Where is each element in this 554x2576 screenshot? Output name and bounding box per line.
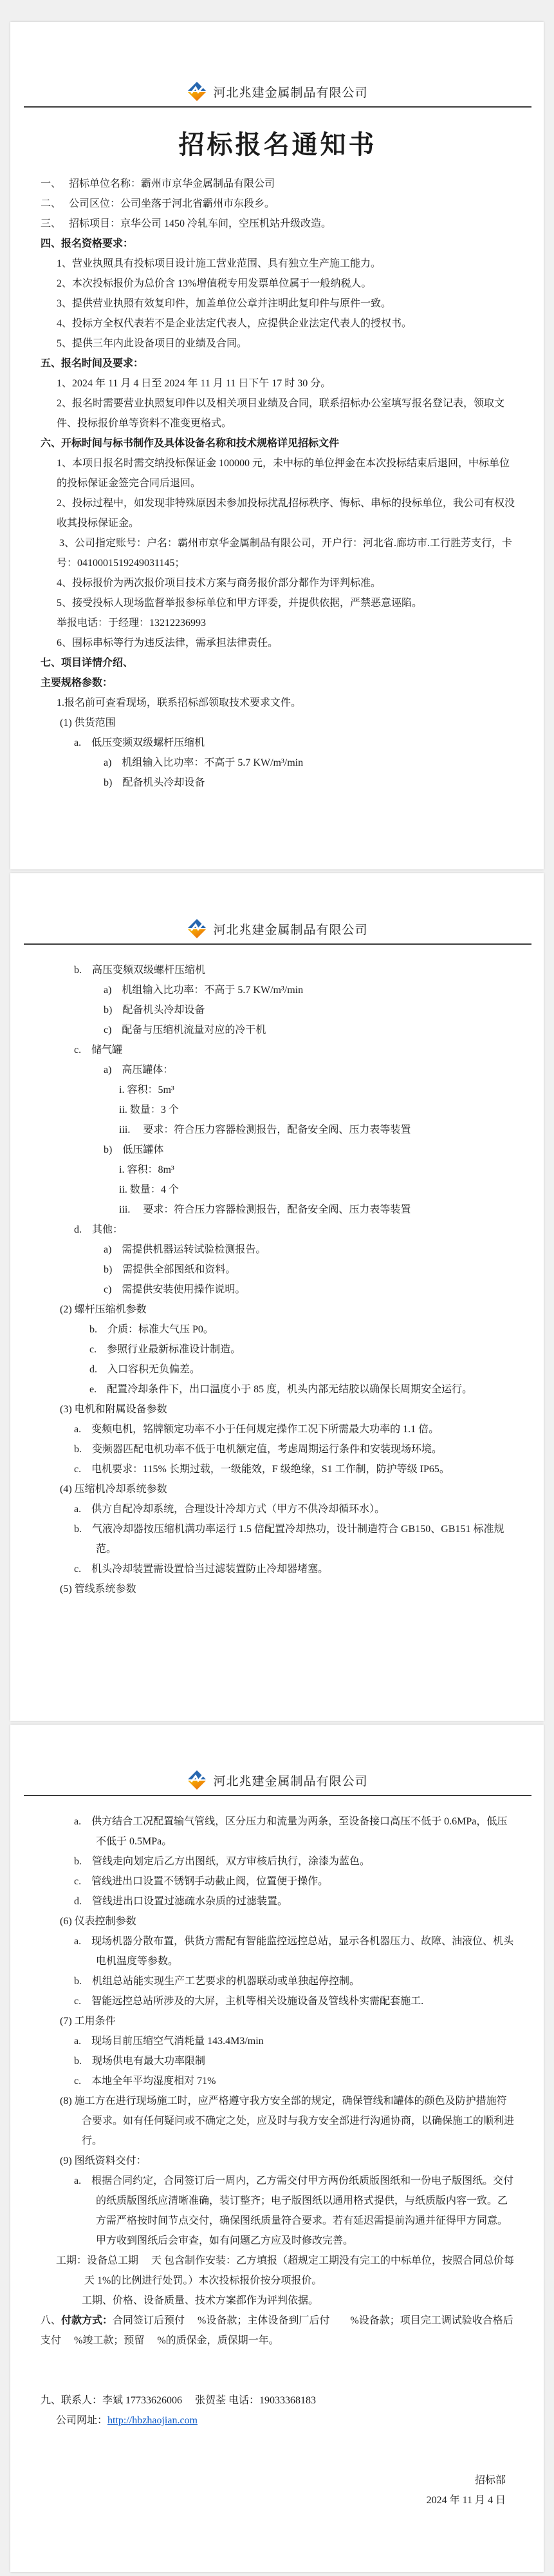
doc-line: d. 其他：: [74, 1224, 124, 1235]
doc-line: 一、 招标单位名称：霸州市京华金属制品有限公司: [41, 178, 275, 189]
doc-line: (1) 供货范围: [60, 717, 116, 728]
doc-line: a. 供方自配冷却系统，合理设计冷却方式（甲方不供冷却循环水）。: [74, 1504, 385, 1515]
doc-line: 2、本次投标报价为总价含 13%增值税专用发票单位属于一般纳税人。: [57, 278, 372, 289]
doc-line: b) 低压罐体: [104, 1144, 164, 1155]
doc-line: 5、接受投标人现场监督举报参标单位和甲方评委，并提供依据，严禁恶意诬陷。: [57, 598, 423, 609]
doc-line: c. 智能远控总站所涉及的大屏，主机等相关设施设备及管线朴实需配套施工.: [74, 1996, 424, 2007]
company-name: 河北兆建金属制品有限公司: [213, 86, 368, 100]
doc-line: a) 需提供机器运转试验检测报告。: [104, 1244, 266, 1255]
doc-line: 七、项目详情介绍、: [41, 658, 134, 668]
company-name: 河北兆建金属制品有限公司: [213, 1774, 368, 1788]
doc-line: (8) 施工方在进行现场施工时，应严格遵守我方安全部的规定，确保管线和罐体的颜色及防护措施符合要求。如有任何疑问或不确定之处，应及时与我方安全部进行沟通协商，以确保施工的顺利进行。: [60, 2096, 515, 2146]
doc-line: iii. 要求：符合压力容器检测报告，配备安全阀、压力表等装置: [119, 1204, 411, 1215]
doc-line: e. 配置冷却条件下，出口温度小于 85 度，机头内部无结胶以确保长周期安全运行。: [89, 1384, 473, 1395]
doc-line: [41, 2371, 515, 2391]
doc-line: 主要规格参数：: [41, 677, 113, 688]
doc-line: 3、公司指定账号：户名：霸州市京华金属制品有限公司，开户行：河北省.廊坊市.工行胜芳支行，卡号：0410001519249031145；: [57, 538, 513, 569]
doc-line: c) 配备与压缩机流量对应的冷干机: [104, 1025, 266, 1036]
doc-line: 1.报名前可查看现场，联系招标部领取技术要求文件。: [57, 697, 302, 708]
doc-line: b) 配备机头冷却设备: [104, 1005, 205, 1016]
doc-line: b) 需提供全部图纸和资料。: [104, 1264, 236, 1275]
page-margin-top: [0, 0, 554, 22]
company-name: 河北兆建金属制品有限公司: [213, 923, 368, 937]
doc-line: 1、营业执照具有投标项目设计施工营业范围、具有独立生产施工能力。: [57, 258, 382, 269]
doc-line: 6、围标串标等行为违反法律，需承担法律责任。: [57, 638, 279, 649]
doc-line: a) 机组输入比功率：不高于 5.7 KW/m³/min: [104, 985, 304, 996]
doc-line: 4、投标方全权代表若不是企业法定代表人，应提供企业法定代表人的授权书。: [57, 318, 412, 329]
doc-line: a. 现场机器分散布置，供货方需配有智能监控远控总站，显示各机器压力、故障、油液位、机头电机温度等参数。: [74, 1936, 514, 1967]
doc-line: c. 参照行业最新标准设计制造。: [89, 1344, 241, 1355]
doc-line: b. 现场供电有最大功率限制: [74, 2056, 206, 2067]
page-1-body: [41, 174, 515, 793]
doc-line: ii. 数量：4 个: [119, 1184, 179, 1195]
doc-line: b. 管线走向划定后乙方出图纸，双方审核后执行，涂漆为蓝色。: [74, 1856, 371, 1867]
doc-line: 三、 招标项目：京华公司 1450 冷轧车间，空压机站升级改造。: [41, 218, 332, 229]
doc-line: d. 入口容积无负偏差。: [89, 1364, 201, 1375]
page-header: [41, 1770, 515, 1790]
doc-line: b. 介质：标准大气压 P0。: [89, 1324, 214, 1335]
doc-line: 工期：设备总工期 天 包含制作安装：乙方填报（超规定工期没有完工的中标单位，按照合同总价每天 1%的比例进行处罚。）本次投标报价按分项报价。: [56, 2255, 515, 2286]
doc-line: 公司网址：http://hbzhaojian.com: [56, 2415, 198, 2426]
page-3: [10, 1725, 544, 2572]
doc-line: 4、投标报价为两次报价项目技术方案与商务报价部分都作为评判标准。: [57, 578, 382, 589]
doc-line: (6) 仪表控制参数: [60, 1916, 136, 1927]
doc-line: [41, 2430, 515, 2450]
page-1: [10, 22, 544, 869]
doc-line: b) 配备机头冷却设备: [104, 777, 205, 788]
doc-line: b. 机组总站能实现生产工艺要求的机器联动或单独起停控制。: [74, 1976, 360, 1987]
doc-line: a) 高压罐体：: [104, 1065, 174, 1075]
page-header: [41, 81, 515, 102]
doc-line: b. 高压变频双级螺杆压缩机: [74, 965, 206, 976]
doc-line: c. 管线进出口设置不锈钢手动截止阀，位置便于操作。: [74, 1876, 329, 1887]
doc-line: 八、付款方式：合同签订后预付 %设备款；主体设备到厂后付 %设备款；项目完工调试验收合格后支付 %竣工款；预留 %的质保金，质保期一年。: [41, 2315, 513, 2346]
doc-line: a. 低压变频双级螺杆压缩机: [74, 737, 205, 748]
doc-line: (7) 工用条件: [60, 2016, 116, 2027]
doc-line: 五、报名时间及要求：: [41, 358, 144, 369]
doc-line: (5) 管线系统参数: [60, 1584, 136, 1595]
doc-line: a. 变频电机，铭牌额定功率不小于任何规定操作工况下所需最大功率的 1.1 倍。: [74, 1424, 439, 1435]
doc-line: [41, 2450, 515, 2470]
doc-line: (4) 压缩机冷却系统参数: [60, 1484, 167, 1495]
page-2-body: [41, 960, 515, 1599]
company-logo-icon: [187, 81, 207, 102]
doc-line: 1、本项日报名时需交纳投标保证金 100000 元，未中标的单位押金在本次投标结束后退回，中标单位的投标保证金签完合同后退回。: [57, 458, 510, 489]
issue-date: 2024 年 11 月 4 日: [426, 2495, 506, 2506]
doc-line: c. 本地全年平均湿度相对 71%: [74, 2076, 216, 2087]
doc-line: c. 电机要求：115% 长期过载，一级能效，F 级绝缘，S1 工作制，防护等级 IP65。: [74, 1464, 450, 1475]
doc-line: a) 机组输入比功率：不高于 5.7 KW/m³/min: [104, 757, 304, 768]
doc-line: 举报电话：于经理：13212236993: [57, 618, 207, 629]
header-rule: [24, 106, 531, 108]
doc-line: a. 根据合同约定，合同签订后一周内，乙方需交付甲方两份纸质版图纸和一份电子版图纸。交付的纸质版图纸应清晰准确，装订整齐；电子版图纸以通用格式提供，与纸质版内容一致。乙方需严格按时间节点交付，确保图纸质量符合要求。若有延迟需提前沟通并征得甲方同意。甲方收到图纸后会审查，如有问题乙方应及时修改完善。: [74, 2175, 514, 2246]
doc-line: a. 现场目前压缩空气消耗量 143.4M3/min: [74, 2036, 264, 2047]
page-3-body: [41, 1812, 515, 2510]
doc-line: 工期、价格、设备质量、技术方案都作为评判依据。: [82, 2295, 319, 2306]
page-header: [41, 918, 515, 939]
doc-line: 六、开标时间与标书制作及具体设备名称和技术规格详见招标文件: [41, 438, 340, 449]
company-logo-icon: [187, 918, 207, 939]
doc-line: a. 供方结合工况配置输气管线，区分压力和流量为两条，至设备接口高压不低于 0.6MPa，低压不低于 0.5MPa。: [74, 1816, 508, 1847]
doc-line: iii. 要求：符合压力容器检测报告，配备安全阀、压力表等装置: [119, 1124, 411, 1135]
doc-line: (3) 电机和附属设备参数: [60, 1404, 167, 1415]
doc-line: c. 机头冷却装置需设置恰当过滤装置防止冷却器堵塞。: [74, 1564, 329, 1575]
doc-line: 九、联系人：李斌 17733626006 张贺荃 电话：19033368183: [41, 2395, 317, 2406]
doc-line: 1、2024 年 11 月 4 日至 2024 年 11 月 11 日下午 17 时 30 分。: [57, 378, 331, 389]
doc-line: (2) 螺杆压缩机参数: [60, 1304, 147, 1315]
document-title: 招标报名通知书: [178, 130, 377, 159]
doc-line: 5、提供三年内此设备项目的业绩及合同。: [57, 338, 248, 349]
doc-line: ii. 数量：3 个: [119, 1104, 179, 1115]
dept-signature: 招标部: [474, 2475, 506, 2486]
doc-line: 二、 公司区位：公司坐落于河北省霸州市东段乡。: [41, 198, 275, 209]
doc-line: (9) 图纸资料交付：: [60, 2155, 147, 2166]
doc-line: 2、报名时需要营业执照复印件以及相关项目业绩及合同，联系招标办公室填写报名登记表，领取文件、投标报价单等资料不准变更格式。: [57, 398, 505, 429]
doc-line: [41, 2351, 515, 2371]
doc-line: d. 管线进出口设置过滤疏水杂质的过滤装置。: [74, 1896, 288, 1907]
doc-line: i. 容积：5m³: [119, 1084, 174, 1095]
doc-line: 3、提供营业执照有效复印件，加盖单位公章并注明此复印件与原件一致。: [57, 298, 392, 309]
company-website-link[interactable]: http://hbzhaojian.com: [107, 2415, 198, 2426]
doc-line: 四、报名资格要求：: [41, 238, 134, 249]
doc-line: c. 储气罐: [74, 1045, 123, 1056]
doc-line: b. 变频器匹配电机功率不低于电机额定值，考虑周期运行条件和安装现场环境。: [74, 1444, 443, 1455]
page-2: [10, 873, 544, 1721]
doc-line: c) 需提供安装使用操作说明。: [104, 1284, 246, 1295]
doc-line: i. 容积：8m³: [119, 1164, 174, 1175]
doc-line: 2、投标过程中，如发现非特殊原因未参加投标扰乱招标秩序、悔标、串标的投标单位，我公司有权没收其投标保证金。: [57, 498, 515, 529]
company-logo-icon: [187, 1770, 207, 1790]
doc-line: b. 气液冷却器按压缩机满功率运行 1.5 倍配置冷却热功，设计制造符合 GB150、GB151 标准规范。: [74, 1524, 504, 1555]
